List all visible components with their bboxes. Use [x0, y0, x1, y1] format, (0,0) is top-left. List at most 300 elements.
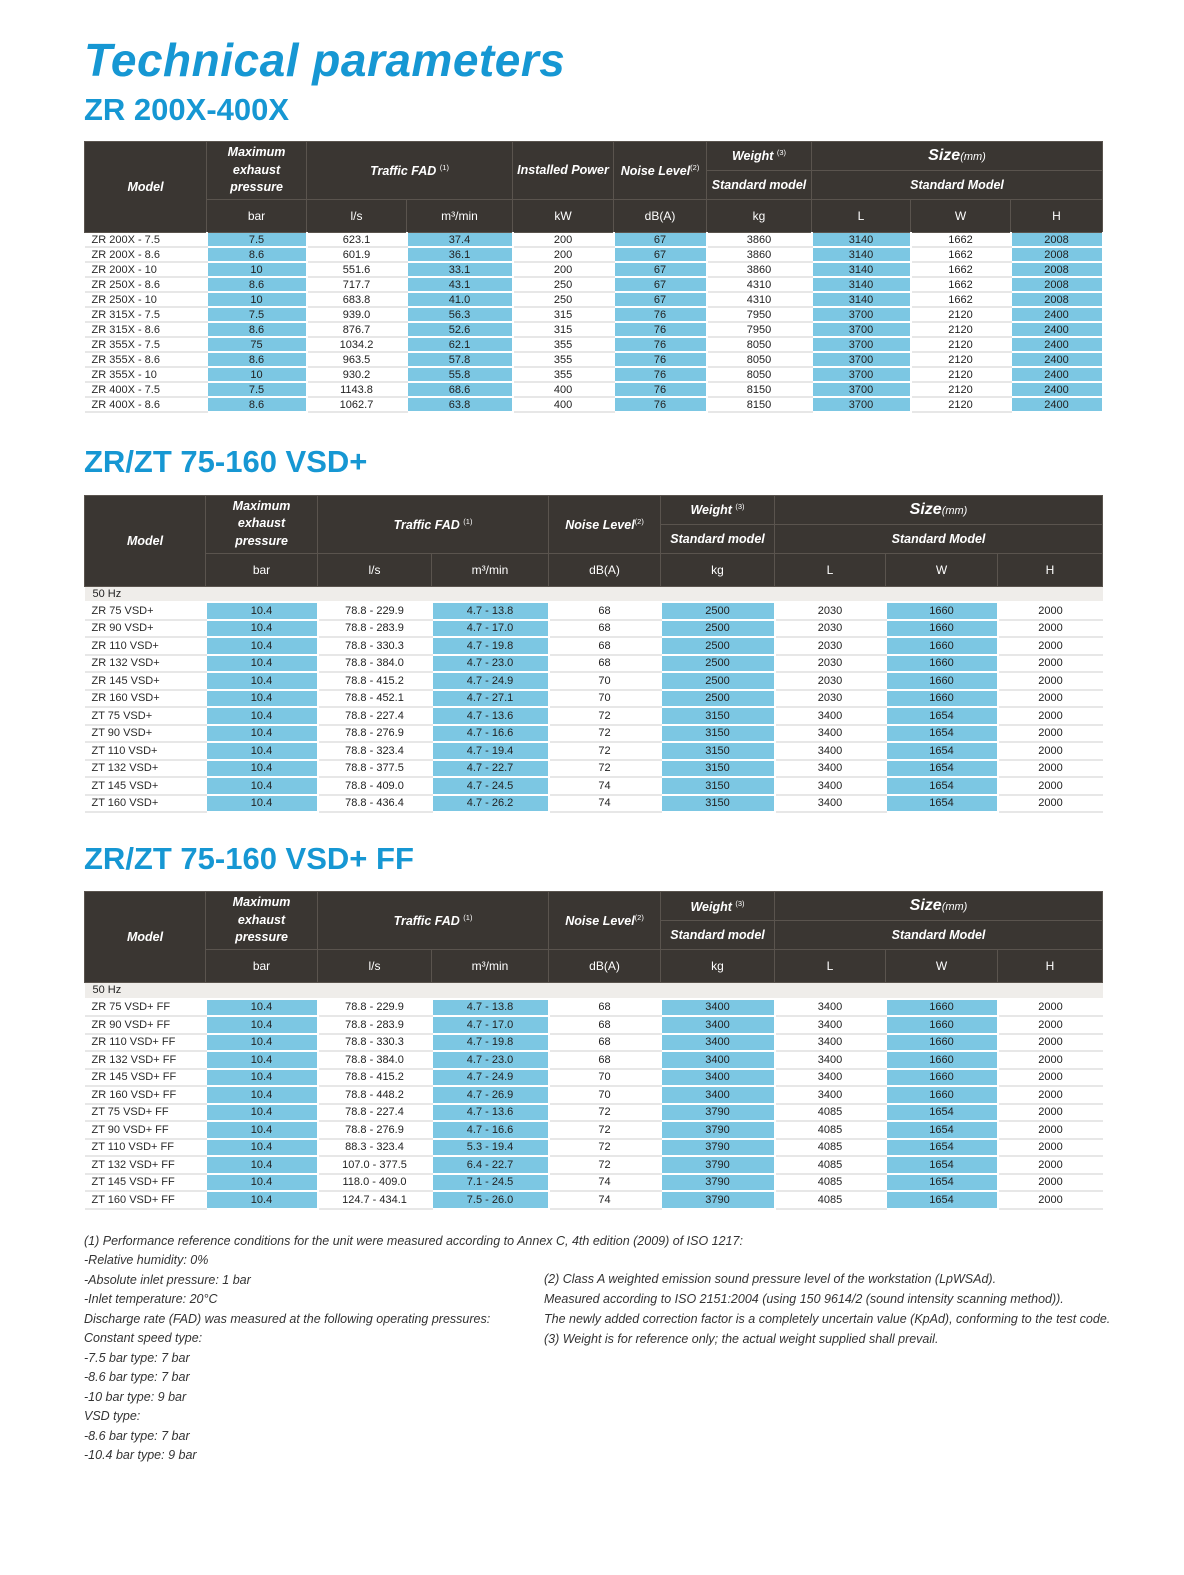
data-cell: 355: [513, 352, 614, 367]
col-header-traffic-fad: Traffic FAD $^{(1)}$: [318, 495, 549, 553]
footnote-line: Constant speed type:: [84, 1331, 203, 1346]
table-row: [85, 655, 1103, 673]
data-cell: 43.1: [407, 277, 513, 292]
data-cell: 8.6: [207, 247, 307, 262]
data-cell: 7950: [707, 307, 812, 322]
unit-kw: kW: [513, 199, 614, 232]
data-cell: 3400: [775, 999, 886, 1017]
model-cell: ZT 132 VSD+ FF: [85, 1156, 206, 1174]
unit-ls: l/s: [318, 553, 432, 586]
data-cell: 78.8 - 227.4: [318, 707, 432, 725]
data-cell: 10.4: [206, 1016, 318, 1034]
data-cell: 3400: [775, 1086, 886, 1104]
model-cell: ZR 132 VSD+: [85, 655, 206, 673]
unit-dba: dB(A): [549, 950, 661, 983]
data-cell: 3700: [812, 322, 911, 337]
data-cell: 74: [549, 1174, 661, 1192]
data-cell: 3790: [661, 1139, 775, 1157]
data-cell: 76: [614, 367, 707, 382]
data-cell: 10.4: [206, 637, 318, 655]
data-cell: 200: [513, 232, 614, 247]
data-cell: 4.7 - 16.6: [432, 725, 549, 743]
unit-ls: l/s: [318, 950, 432, 983]
data-cell: 200: [513, 262, 614, 277]
footnote-line: -10 bar type: 9 bar: [84, 1389, 187, 1404]
col-header-size: Size(mm): [812, 141, 1103, 170]
model-cell: ZR 250X - 10: [85, 292, 207, 307]
data-cell: 8050: [707, 352, 812, 367]
data-cell: 3790: [661, 1121, 775, 1139]
frequency-band-row: [85, 586, 1103, 602]
data-cell: 4.7 - 17.0: [432, 620, 549, 638]
data-cell: 68: [549, 1016, 661, 1034]
data-cell: 78.8 - 384.0: [318, 655, 432, 673]
data-cell: 7.5: [207, 232, 307, 247]
data-cell: 315: [513, 322, 614, 337]
data-cell: 72: [549, 1156, 661, 1174]
data-cell: 68: [549, 602, 661, 620]
data-cell: 2120: [911, 352, 1011, 367]
data-cell: 2000: [998, 777, 1103, 795]
data-cell: 8.6: [207, 322, 307, 337]
data-cell: 1654: [886, 725, 998, 743]
model-cell: ZR 75 VSD+: [85, 602, 206, 620]
data-cell: 2000: [998, 1051, 1103, 1069]
unit-w: W: [911, 199, 1011, 232]
data-cell: 1660: [886, 655, 998, 673]
data-cell: 68.6: [407, 382, 513, 397]
data-cell: 70: [549, 1086, 661, 1104]
data-cell: 1654: [886, 1174, 998, 1192]
table-row: [85, 367, 1103, 382]
data-cell: 4.7 - 13.8: [432, 602, 549, 620]
model-cell: ZR 400X - 7.5: [85, 382, 207, 397]
data-cell: 10.4: [206, 742, 318, 760]
col-header-model: Model: [85, 892, 206, 983]
data-cell: 76: [614, 307, 707, 322]
model-cell: ZT 145 VSD+ FF: [85, 1174, 206, 1192]
data-cell: 2500: [661, 655, 775, 673]
data-cell: 3700: [812, 397, 911, 412]
data-cell: 3860: [707, 247, 812, 262]
data-cell: 5.3 - 19.4: [432, 1139, 549, 1157]
data-cell: 2008: [1011, 262, 1103, 277]
model-cell: ZT 145 VSD+: [85, 777, 206, 795]
data-cell: 78.8 - 448.2: [318, 1086, 432, 1104]
data-cell: 1660: [886, 620, 998, 638]
data-cell: 3860: [707, 262, 812, 277]
footnote-line: -8.6 bar type: 7 bar: [84, 1428, 190, 1443]
model-cell: ZT 132 VSD+: [85, 760, 206, 778]
data-cell: 7.5: [207, 382, 307, 397]
data-cell: 355: [513, 337, 614, 352]
unit-dba: dB(A): [614, 199, 707, 232]
data-cell: 124.7 - 434.1: [318, 1191, 432, 1209]
data-cell: 78.8 - 415.2: [318, 1069, 432, 1087]
data-cell: 70: [549, 672, 661, 690]
data-cell: 10.4: [206, 795, 318, 813]
data-cell: 2120: [911, 307, 1011, 322]
model-cell: ZR 315X - 7.5: [85, 307, 207, 322]
data-cell: 1662: [911, 292, 1011, 307]
data-cell: 717.7: [307, 277, 407, 292]
model-cell: ZR 400X - 8.6: [85, 397, 207, 412]
model-cell: ZT 75 VSD+: [85, 707, 206, 725]
unit-l: L: [812, 199, 911, 232]
data-cell: 78.8 - 283.9: [318, 1016, 432, 1034]
data-cell: 10.4: [206, 999, 318, 1017]
data-cell: 2400: [1011, 322, 1103, 337]
data-cell: 72: [549, 1139, 661, 1157]
model-cell: ZR 200X - 10: [85, 262, 207, 277]
data-cell: 3150: [661, 725, 775, 743]
data-cell: 4.7 - 16.6: [432, 1121, 549, 1139]
data-cell: 76: [614, 382, 707, 397]
data-cell: 7.5: [207, 307, 307, 322]
model-cell: ZR 110 VSD+ FF: [85, 1034, 206, 1052]
data-cell: 52.6: [407, 322, 513, 337]
model-cell: ZT 75 VSD+ FF: [85, 1104, 206, 1122]
table-row: [85, 1121, 1103, 1139]
data-cell: 72: [549, 1104, 661, 1122]
data-cell: 3700: [812, 367, 911, 382]
data-cell: 78.8 - 330.3: [318, 1034, 432, 1052]
data-cell: 68: [549, 999, 661, 1017]
data-cell: 1654: [886, 742, 998, 760]
unit-h: H: [998, 553, 1103, 586]
table-row: [85, 307, 1103, 322]
data-cell: 78.8 - 436.4: [318, 795, 432, 813]
col-header-size: Size(mm): [775, 892, 1103, 921]
table-zrzt-75-160-vsd-ff: [84, 891, 1103, 1210]
data-cell: 2000: [998, 672, 1103, 690]
data-cell: 3700: [812, 337, 911, 352]
data-cell: 74: [549, 1191, 661, 1209]
table-row: [85, 262, 1103, 277]
data-cell: 78.8 - 415.2: [318, 672, 432, 690]
data-cell: 2030: [775, 602, 886, 620]
model-cell: ZR 110 VSD+: [85, 637, 206, 655]
data-cell: 68: [549, 637, 661, 655]
data-cell: 4310: [707, 277, 812, 292]
data-cell: 36.1: [407, 247, 513, 262]
model-cell: ZT 90 VSD+ FF: [85, 1121, 206, 1139]
data-cell: 2030: [775, 672, 886, 690]
model-cell: ZR 250X - 8.6: [85, 277, 207, 292]
data-cell: 3400: [775, 1069, 886, 1087]
data-cell: 2000: [998, 690, 1103, 708]
data-cell: 7.5 - 26.0: [432, 1191, 549, 1209]
section-title-zrzt-vsd-ff: ZR/ZT 75-160 VSD+ FF: [84, 841, 414, 877]
data-cell: 78.8 - 330.3: [318, 637, 432, 655]
col-header-weight-standard-model: Standard model: [661, 524, 775, 553]
data-cell: 8.6: [207, 397, 307, 412]
table-row: [85, 247, 1103, 262]
data-cell: 3790: [661, 1191, 775, 1209]
unit-dba: dB(A): [549, 553, 661, 586]
data-cell: 3400: [775, 1034, 886, 1052]
data-cell: 78.8 - 452.1: [318, 690, 432, 708]
data-cell: 10.4: [206, 725, 318, 743]
data-cell: 78.8 - 377.5: [318, 760, 432, 778]
table-row: [85, 1069, 1103, 1087]
data-cell: 4085: [775, 1121, 886, 1139]
data-cell: 1660: [886, 1086, 998, 1104]
data-cell: 72: [549, 760, 661, 778]
table-row: [85, 795, 1103, 813]
data-cell: 2500: [661, 620, 775, 638]
data-cell: 1660: [886, 1069, 998, 1087]
data-cell: 10.4: [206, 760, 318, 778]
data-cell: 4.7 - 19.4: [432, 742, 549, 760]
data-cell: 57.8: [407, 352, 513, 367]
data-cell: 2030: [775, 655, 886, 673]
footnote-line: -8.6 bar type: 7 bar: [84, 1370, 190, 1385]
col-header-model: Model: [85, 495, 206, 586]
data-cell: 78.8 - 283.9: [318, 620, 432, 638]
data-cell: 2000: [998, 707, 1103, 725]
data-cell: 70: [549, 1069, 661, 1087]
data-cell: 2000: [998, 999, 1103, 1017]
table-row: [85, 637, 1103, 655]
unit-ls: l/s: [307, 199, 407, 232]
data-cell: 3150: [661, 777, 775, 795]
model-cell: ZR 200X - 7.5: [85, 232, 207, 247]
unit-m3min: m³/min: [407, 199, 513, 232]
data-cell: 72: [549, 725, 661, 743]
col-header-size-standard-model: Standard Model: [775, 524, 1103, 553]
data-cell: 4.7 - 27.1: [432, 690, 549, 708]
data-cell: 1660: [886, 602, 998, 620]
data-cell: 963.5: [307, 352, 407, 367]
col-header-pressure: Maximum exhaust pressure: [207, 141, 307, 199]
data-cell: 2120: [911, 382, 1011, 397]
data-cell: 2400: [1011, 382, 1103, 397]
data-cell: 10: [207, 292, 307, 307]
footnote-line: -10.4 bar type: 9 bar: [84, 1448, 197, 1463]
data-cell: 1660: [886, 637, 998, 655]
model-cell: ZR 160 VSD+ FF: [85, 1086, 206, 1104]
unit-m3min: m³/min: [432, 553, 549, 586]
data-cell: 876.7: [307, 322, 407, 337]
data-cell: 67: [614, 277, 707, 292]
data-cell: 107.0 - 377.5: [318, 1156, 432, 1174]
data-cell: 2000: [998, 760, 1103, 778]
data-cell: 4.7 - 24.5: [432, 777, 549, 795]
data-cell: 1034.2: [307, 337, 407, 352]
model-cell: ZR 75 VSD+ FF: [85, 999, 206, 1017]
data-cell: 76: [614, 337, 707, 352]
table-row: [85, 777, 1103, 795]
model-cell: ZR 132 VSD+ FF: [85, 1051, 206, 1069]
data-cell: 78.8 - 323.4: [318, 742, 432, 760]
data-cell: 355: [513, 367, 614, 382]
data-cell: 2000: [998, 637, 1103, 655]
data-cell: 250: [513, 277, 614, 292]
model-cell: ZR 315X - 8.6: [85, 322, 207, 337]
col-header-pressure: Maximum exhaust pressure: [206, 892, 318, 950]
data-cell: 3400: [661, 1034, 775, 1052]
data-cell: 3400: [775, 777, 886, 795]
col-header-pressure: Maximum exhaust pressure: [206, 495, 318, 553]
table-row: [85, 999, 1103, 1017]
data-cell: 930.2: [307, 367, 407, 382]
data-cell: 3400: [775, 707, 886, 725]
data-cell: 1654: [886, 1139, 998, 1157]
data-cell: 1654: [886, 1191, 998, 1209]
data-cell: 4310: [707, 292, 812, 307]
data-cell: 10.4: [206, 707, 318, 725]
table-row: [85, 690, 1103, 708]
data-cell: 3140: [812, 277, 911, 292]
col-header-weight: Weight $^{(3)}$: [707, 141, 812, 170]
col-header-traffic-fad: Traffic FAD $^{(1)}$: [318, 892, 549, 950]
data-cell: 2000: [998, 655, 1103, 673]
table-row: [85, 232, 1103, 247]
table-header: [85, 141, 1103, 232]
data-cell: 3400: [661, 1086, 775, 1104]
data-cell: 68: [549, 620, 661, 638]
footnote-line: The newly added correction factor is a completely uncertain value (KpAd), conforming to the test code.: [544, 1311, 1111, 1326]
data-cell: 2120: [911, 397, 1011, 412]
data-cell: 3140: [812, 247, 911, 262]
model-cell: ZT 160 VSD+: [85, 795, 206, 813]
data-cell: 4.7 - 22.7: [432, 760, 549, 778]
data-cell: 4085: [775, 1104, 886, 1122]
data-cell: 8150: [707, 397, 812, 412]
col-header-size-standard-model: Standard Model: [812, 170, 1103, 199]
footnote-line: -Absolute inlet pressure: 1 bar: [84, 1272, 251, 1287]
data-cell: 4.7 - 24.9: [432, 1069, 549, 1087]
data-cell: 2400: [1011, 397, 1103, 412]
footnote-line: (3) Weight is for reference only; the actual weight supplied shall prevail.: [544, 1331, 939, 1346]
data-cell: 1143.8: [307, 382, 407, 397]
data-cell: 78.8 - 229.9: [318, 602, 432, 620]
unit-kg: kg: [661, 553, 775, 586]
data-cell: 2400: [1011, 337, 1103, 352]
data-cell: 78.8 - 276.9: [318, 1121, 432, 1139]
data-cell: 3790: [661, 1156, 775, 1174]
data-cell: 400: [513, 382, 614, 397]
data-cell: 400: [513, 397, 614, 412]
footnote-line: -Inlet temperature: 20°C: [84, 1292, 218, 1307]
data-cell: 2030: [775, 637, 886, 655]
data-cell: 1654: [886, 1156, 998, 1174]
data-cell: 10.4: [206, 690, 318, 708]
data-cell: 2008: [1011, 247, 1103, 262]
table-row: [85, 725, 1103, 743]
data-cell: 10.4: [206, 1086, 318, 1104]
model-cell: ZR 145 VSD+ FF: [85, 1069, 206, 1087]
data-cell: 67: [614, 232, 707, 247]
col-header-size-standard-model: Standard Model: [775, 921, 1103, 950]
table-row: [85, 1191, 1103, 1209]
data-cell: 70: [549, 690, 661, 708]
data-cell: 3700: [812, 307, 911, 322]
col-header-size: Size(mm): [775, 495, 1103, 524]
data-cell: 3150: [661, 707, 775, 725]
table-row: [85, 1174, 1103, 1192]
data-cell: 2000: [998, 1121, 1103, 1139]
data-cell: 250: [513, 292, 614, 307]
data-cell: 4.7 - 26.9: [432, 1086, 549, 1104]
data-cell: 8150: [707, 382, 812, 397]
data-cell: 3150: [661, 742, 775, 760]
data-cell: 2030: [775, 690, 886, 708]
model-cell: ZR 90 VSD+ FF: [85, 1016, 206, 1034]
data-cell: 1662: [911, 277, 1011, 292]
model-cell: ZT 90 VSD+: [85, 725, 206, 743]
data-cell: 3150: [661, 795, 775, 813]
data-cell: 3790: [661, 1104, 775, 1122]
data-cell: 2400: [1011, 367, 1103, 382]
table-row: [85, 382, 1103, 397]
data-cell: 4.7 - 19.8: [432, 1034, 549, 1052]
model-cell: ZR 160 VSD+: [85, 690, 206, 708]
data-cell: 2000: [998, 620, 1103, 638]
data-cell: 78.8 - 276.9: [318, 725, 432, 743]
data-cell: 88.3 - 323.4: [318, 1139, 432, 1157]
data-cell: 75: [207, 337, 307, 352]
unit-l: L: [775, 553, 886, 586]
data-cell: 2000: [998, 1069, 1103, 1087]
table-row: [85, 337, 1103, 352]
table-row: [85, 1034, 1103, 1052]
data-cell: 1660: [886, 672, 998, 690]
frequency-band-label: 50 Hz: [85, 983, 1103, 999]
data-cell: 2500: [661, 602, 775, 620]
data-cell: 200: [513, 247, 614, 262]
data-cell: 76: [614, 397, 707, 412]
data-cell: 4.7 - 23.0: [432, 655, 549, 673]
model-cell: ZR 355X - 8.6: [85, 352, 207, 367]
data-cell: 10.4: [206, 1121, 318, 1139]
table-row: [85, 1016, 1103, 1034]
unit-w: W: [886, 553, 998, 586]
data-cell: 2000: [998, 1191, 1103, 1209]
data-cell: 4085: [775, 1191, 886, 1209]
data-cell: 1662: [911, 232, 1011, 247]
unit-w: W: [886, 950, 998, 983]
data-cell: 10.4: [206, 1139, 318, 1157]
data-cell: 3400: [775, 742, 886, 760]
page-title: Technical parameters: [84, 34, 566, 86]
data-cell: 68: [549, 1051, 661, 1069]
data-cell: 10.4: [206, 1174, 318, 1192]
data-cell: 4085: [775, 1156, 886, 1174]
data-cell: 4.7 - 19.8: [432, 637, 549, 655]
unit-l: L: [775, 950, 886, 983]
data-cell: 2120: [911, 337, 1011, 352]
col-header-installed-power: Installed Power: [513, 141, 614, 199]
footnotes: [84, 1232, 1111, 1482]
data-cell: 8050: [707, 337, 812, 352]
data-cell: 3860: [707, 232, 812, 247]
footnote-line: -7.5 bar type: 7 bar: [84, 1350, 190, 1365]
data-cell: 1654: [886, 1121, 998, 1139]
data-cell: 10.4: [206, 1191, 318, 1209]
data-cell: 2000: [998, 1086, 1103, 1104]
unit-kg: kg: [661, 950, 775, 983]
data-cell: 1660: [886, 999, 998, 1017]
model-cell: ZT 160 VSD+ FF: [85, 1191, 206, 1209]
data-cell: 2000: [998, 602, 1103, 620]
unit-kg: kg: [707, 199, 812, 232]
data-cell: 72: [549, 707, 661, 725]
data-cell: 1654: [886, 707, 998, 725]
data-cell: 2008: [1011, 232, 1103, 247]
data-cell: 4.7 - 13.6: [432, 707, 549, 725]
